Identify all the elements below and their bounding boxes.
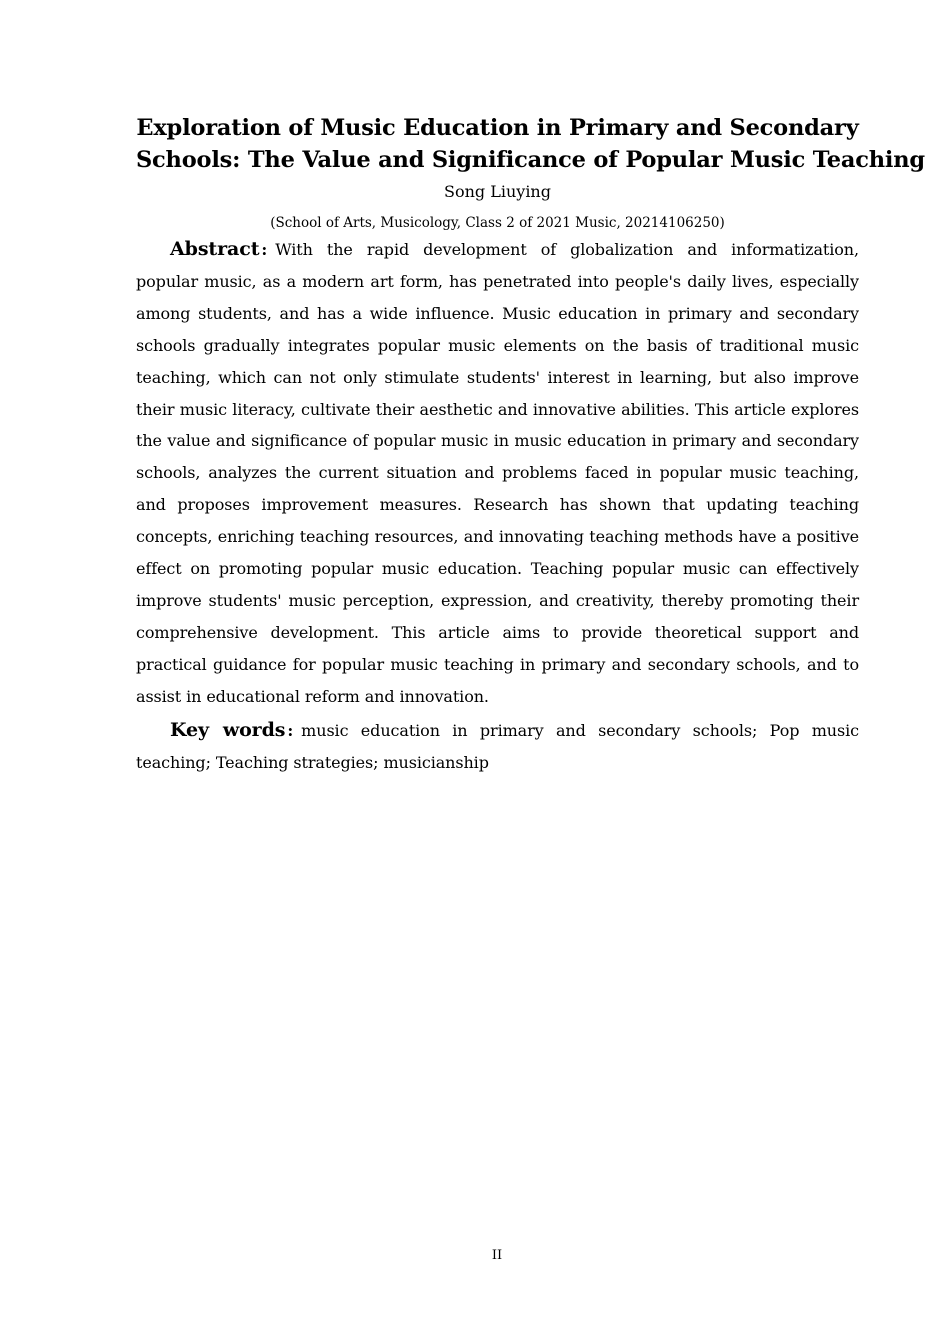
paper-title-line-1: Exploration of Music Education in Primary and Secondary bbox=[136, 115, 859, 141]
paper-title-line-2: Schools: The Value and Significance of Popular Music Teaching bbox=[136, 147, 925, 173]
abstract-text: With the rapid development of globalization and informatization, popular music, as a modern art form, has penetrated into people's daily lives, especially among students, and has a wide influence. Music education in primary and secondary schools gradually integrates popular music elements on the basis of traditional music teaching, which can not only stimulate students' interest in learning, but also improve their music literacy, cultivate their aesthetic and innovative abilities. This article explores the value and significance of popular music in music education in primary and secondary schools, analyzes the current situation and problems faced in popular music teaching, and proposes improvement measures. Research has shown that updating teaching concepts, enriching teaching resources, and innovating teaching methods have a positive effect on promoting popular music education. Teaching popular music can effectively improve students' music perception, expression, and creativity, thereby promoting their comprehensive development. This article aims to provide theoretical support and practical guidance for popular music teaching in primary and secondary schools, and to assist in educational reform and innovation. bbox=[136, 240, 859, 706]
author-affiliation: (School of Arts, Musicology, Class 2 of 2021 Music, 20214106250) bbox=[270, 215, 725, 231]
abstract-colon: : bbox=[261, 240, 268, 259]
keywords-colon: : bbox=[287, 720, 294, 740]
paper-title bbox=[136, 112, 925, 176]
abstract-label: Abstract bbox=[170, 238, 260, 260]
author-name: Song Liuying bbox=[444, 182, 551, 201]
paper-front-matter bbox=[136, 112, 925, 778]
page-number: II bbox=[491, 1248, 503, 1263]
keywords-paragraph bbox=[136, 715, 859, 779]
keywords-text: music education in primary and secondary schools; Pop music teaching; Teaching strategies; musicianship bbox=[136, 720, 860, 772]
keywords-label: Key words bbox=[170, 718, 286, 741]
abstract-paragraph bbox=[136, 234, 859, 713]
